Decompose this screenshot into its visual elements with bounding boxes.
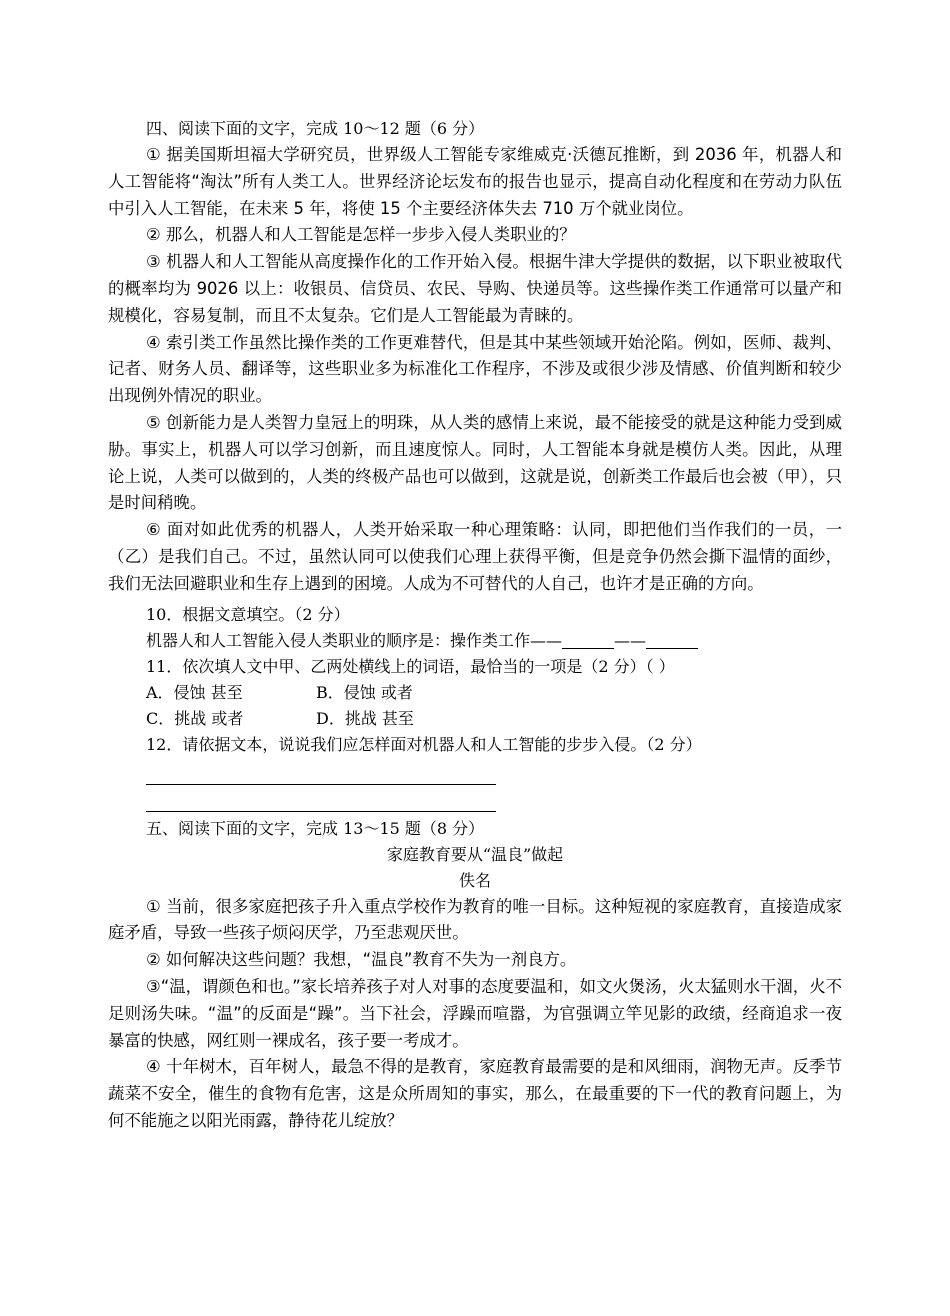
option-b[interactable]: B．侵蚀 或者: [316, 682, 413, 702]
section4-paragraph-5: ⑤ 创新能力是人类智力皇冠上的明珠，从人类的感情上来说，最不能接受的就是这种能力受到威胁。事实上，机器人可以学习创新，而且速度惊人。同时，人工智能本身就是模仿人类。因此，从理论上说，人类可以做到的，人类的终极产品也可以做到，这就是说，创新类工作最后也会被（甲），只是时间稍晚。: [108, 412, 842, 513]
option-a[interactable]: A．侵蚀 甚至: [146, 682, 243, 702]
question-11-options-row-1: [108, 680, 842, 706]
section5-paragraph-4: ④ 十年树木，百年树人，最急不得的是教育，家庭教育最需要的是和风细雨，润物无声。反季节蔬菜不安全，催生的食物有危害，这是众所周知的事实，那么，在最重要的下一代的教育问题上，为何不能施之以阳光雨露，静待花儿绽放？: [108, 1057, 842, 1130]
question-11-options-row-2: [108, 706, 842, 732]
article-author: 佚名: [458, 870, 491, 890]
question-11-stem: 11．依次填人文中甲、乙两处横线上的词语，最恰当的一项是（2 分）（ ）: [146, 656, 675, 676]
section5-paragraph-1: ① 当前，很多家庭把孩子升入重点学校作为教育的唯一目标。这种短视的家庭教育，直接造成家庭矛盾，导致一些孩子烦闷厌学，乃至悲观厌世。: [108, 896, 842, 943]
section4-paragraph-6: ⑥ 面对如此优秀的机器人，人类开始采取一种心理策略：认同，即把他们当作我们的一员，一（乙）是我们自己。不过，虽然认同可以使我们心理上获得平衡，但是竞争仍然会撕下温情的面纱，我们无法回避职业和生存上遇到的困境。人成为不可替代的人自己，也许才是正确的方向。: [108, 520, 842, 593]
answer-line-2[interactable]: [146, 785, 496, 812]
section5-header: 五、阅读下面的文字，完成 13～15 题（8 分）: [146, 818, 485, 838]
section5-paragraph-2: ② 如何解决这些问题？我想，“温良”教育不失为一剂良方。: [146, 950, 577, 970]
article-title: 家庭教育要从“温良”做起: [386, 844, 564, 864]
option-c[interactable]: C．挑战 或者: [146, 708, 244, 728]
question-10-fill-prefix: 机器人和人工智能入侵人类职业的顺序是：操作类工作——: [146, 630, 563, 650]
section4-paragraph-1: ① 据美国斯坦福大学研究员，世界级人工智能专家维威克·沃德瓦推断，到 2036 年，机器人和人工智能将“淘汰”所有人类工人。世界经济论坛发布的报告也显示，提高自动化程度和在劳动力队伍中引入人工智能，在未来 5 年，将使 15 个主要经济体失去 710 万个就业岗位。: [108, 145, 842, 218]
question-10-stem: 10．根据文意填空。（2 分）: [146, 604, 350, 624]
fill-blank-1[interactable]: [562, 632, 614, 649]
question-10-fill: [108, 628, 842, 654]
section4-paragraph-4: ④ 索引类工作虽然比操作类的工作更难替代，但是其中某些领域开始沦陷。例如，医师、裁判、记者、财务人员、翻译等，这些职业多为标准化工作程序，不涉及或很少涉及情感、价值判断和较少出现例外情况的职业。: [108, 332, 842, 406]
section4-header: 四、阅读下面的文字，完成 10～12 题（6 分）: [146, 119, 485, 138]
section4-paragraph-2: ② 那么，机器人和人工智能是怎样一步步入侵人类职业的？: [146, 225, 576, 245]
answer-line-1[interactable]: [146, 758, 496, 785]
section5-paragraph-3: ③“温，谓颜色和也。”家长培养孩子对人对事的态度要温和，如文火煲汤，火太猛则水干涸，火不足则汤失味。“温”的反面是“躁”。当下社会，浮躁而喧嚣，为官强调立竿见影的政绩，经商追求一夜暴富的快感，网红则一裸成名，孩子要一考成才。: [108, 976, 842, 1050]
fill-blank-2[interactable]: [646, 632, 698, 649]
section4-paragraph-3: ③ 机器人和人工智能从高度操作化的工作开始入侵。根据牛津大学提供的数据，以下职业被取代的概率均为 9026 以上：收银员、信贷员、农民、导购、快递员等。这些操作类工作通常可以量产和规模化，容易复制，而且不太复杂。它们是人工智能最为青睐的。: [108, 252, 842, 325]
question-12-stem: 12．请依据文本，说说我们应怎样面对机器人和人工智能的步步入侵。（2 分）: [146, 734, 702, 754]
question-10-fill-sep: ——: [614, 630, 647, 650]
option-d[interactable]: D．挑战 甚至: [316, 708, 414, 728]
page-content: [108, 116, 842, 1135]
